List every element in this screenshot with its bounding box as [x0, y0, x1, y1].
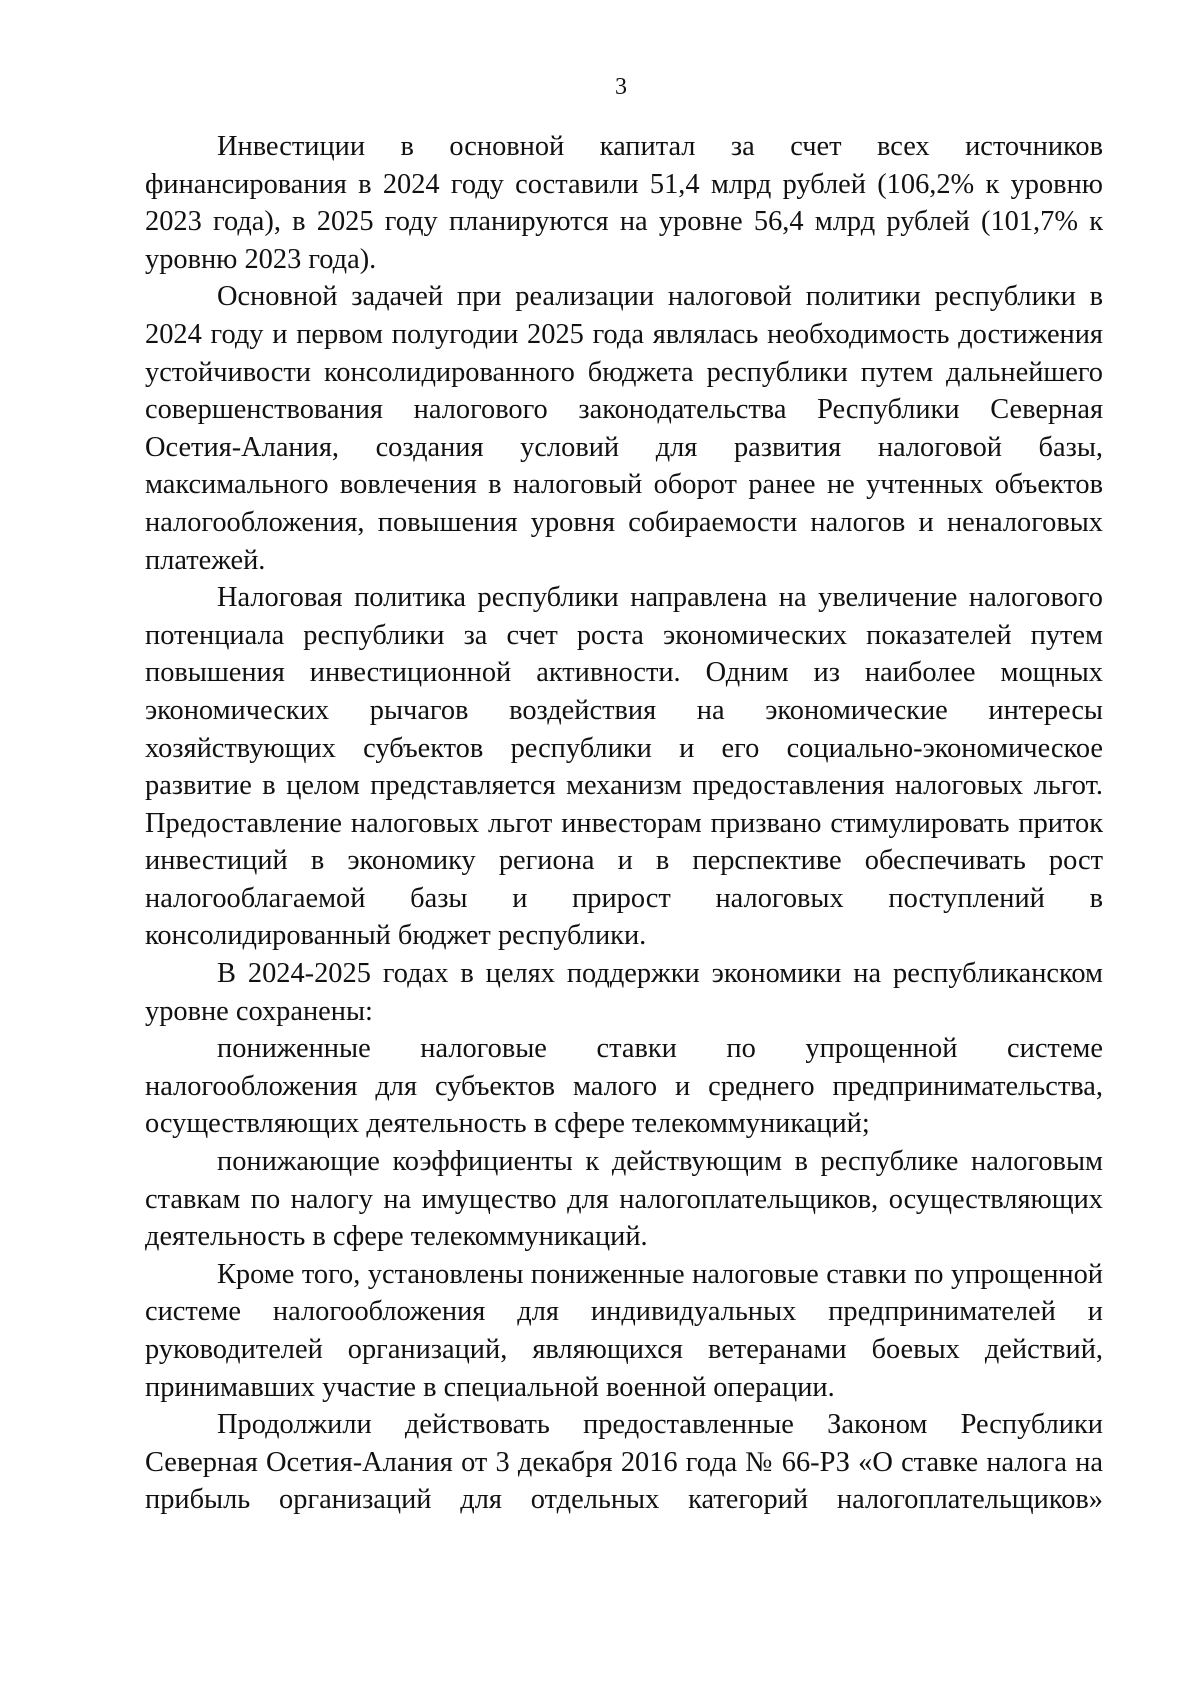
- list-item-reduction-coefficients: понижающие коэффициенты к действующим в республике налоговым ставкам по налогу на имущество для налогоплательщиков, осуществляющих деятельность в сфере телекоммуникаций.: [145, 1146, 1103, 1253]
- paragraph-veterans-rates: Кроме того, установлены пониженные налоговые ставки по упрощенной системе налогообложения для индивидуальных предпринимателей и руководителей организаций, являющихся ветеранами боевых действий, принимавших участие в специальной военной операции.: [145, 1258, 1103, 1403]
- paragraph-support-measures-intro: В 2024-2025 годах в целях поддержки экономики на республиканском уровне сохранены:: [145, 958, 1103, 1027]
- paragraph-tax-policy-direction: Налоговая политика республики направлена на увеличение налогового потенциала республики за счет роста экономических показателей путем повышения инвестиционной активности. Одним из наиболее мощных экономических рычагов воздействия на экономические интересы хозяйствующих субъектов республики и его социально-экономическое развитие в целом представляется механизм предоставления налоговых льгот. Предоставление налоговых льгот инвесторам призвано стимулировать приток инвестиций в экономику региона и в перспективе обеспечивать рост налогооблагаемой базы и прирост налоговых поступлений в консолидированный бюджет республики.: [145, 582, 1103, 952]
- paragraph-tax-policy-goal: Основной задачей при реализации налоговой политики республики в 2024 году и первом полугодии 2025 года являлась необходимость достижения устойчивости консолидированного бюджета республики путем дальнейшего совершенствования налогового законодательства Республики Северная Осетия-Алания, создания условий для развития налоговой базы, максимального вовлечения в налоговый оборот ранее не учтенных объектов налогообложения, повышения уровня собираемости налогов и неналоговых платежей.: [145, 281, 1103, 576]
- page-number: 3: [615, 74, 627, 100]
- paragraph-investments: Инвестиции в основной капитал за счет всех источников финансирования в 2024 году составили 51,4 млрд рублей (106,2% к уровню 2023 года), в 2025 году планируются на уровне 56,4 млрд рублей (101,7% к уровню 2023 года).: [145, 131, 1103, 275]
- document-body: [145, 128, 1103, 1519]
- list-item-reduced-rates: пониженные налоговые ставки по упрощенной системе налогообложения для субъектов малого и среднего предпринимательства, осуществляющих деятельность в сфере телекоммуникаций;: [145, 1033, 1103, 1140]
- paragraph-law-reference: Продолжили действовать предоставленные Законом Республики Северная Осетия-Алания от 3 декабря 2016 года № 66-РЗ «О ставке налога на прибыль организаций для отдельных категорий налогоплательщиков»: [145, 1409, 1103, 1516]
